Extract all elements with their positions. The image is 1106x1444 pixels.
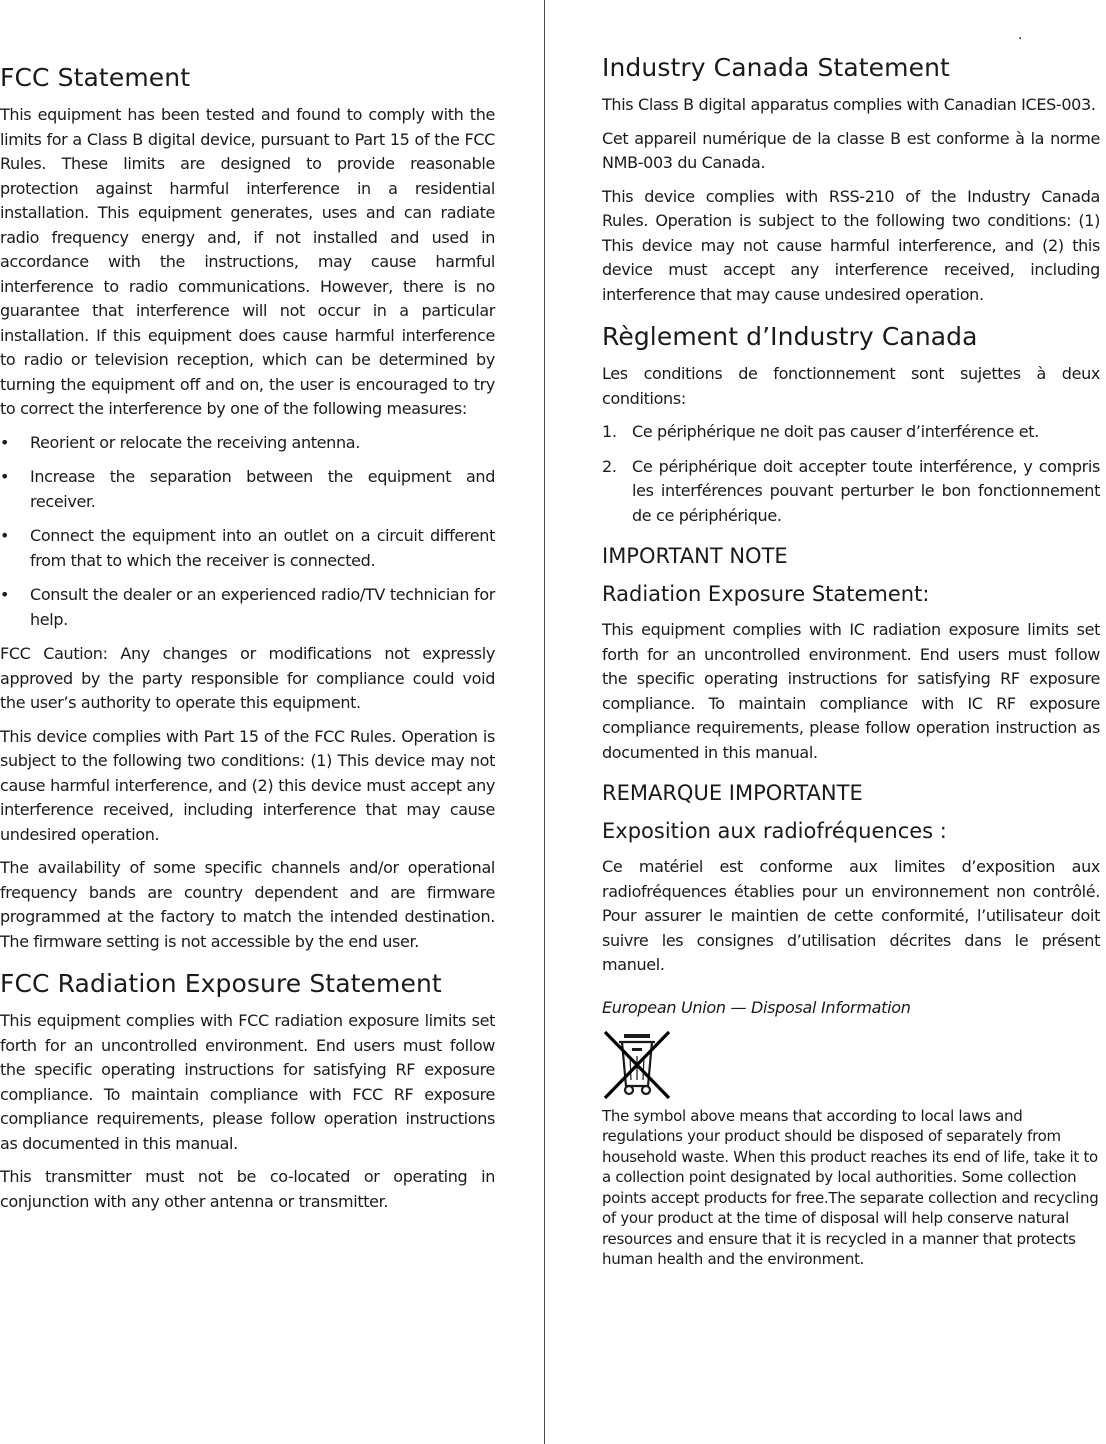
list-item-text: Reorient or relocate the receiving antenna. — [30, 432, 360, 452]
list-item-text: Ce périphérique ne doit pas causer d’interférence et. — [632, 422, 1039, 441]
fcc-caution-paragraph: FCC Caution: Any changes or modifications not expressly approved by the party responsible for compliance could void the user’s authority to operate this equipment. — [0, 644, 495, 712]
fcc-intro-paragraph: This equipment has been tested and found to comply with the limits for a Class B digital device, pursuant to Part 15 of the FCC Rules. These limits are designed to provide reasonable protection against harmful interference in a residential installation. This equipment generates, uses and can radiate radio frequency energy and, if not installed and used in accordance with the instructions, may cause harmful interference to radio communications. However, there is no guarantee that interference will not occur in a particular installation. If this equipment does cause harmful interference to radio or television reception, which can be determined by turning the equipment off and on, the user is encouraged to try to correct the interference by one of the following measures: — [0, 105, 495, 418]
reglement-intro-paragraph: Les conditions de fonctionnement sont sujettes à deux conditions: — [602, 364, 1100, 408]
page-marker-dot: . — [1018, 27, 1023, 43]
list-item — [0, 465, 495, 514]
list-item — [602, 420, 1100, 445]
crossed-bin-icon — [602, 1028, 672, 1100]
list-number: 1. — [602, 422, 617, 441]
exposition-subheading: Exposition aux radiofréquences : — [602, 819, 947, 843]
list-number: 2. — [602, 456, 617, 476]
ic-ices-paragraph: This Class B digital apparatus complies with Canadian ICES-003. — [602, 95, 1096, 114]
exposition-paragraph: Ce matériel est conforme aux limites d’exposition aux radiofréquences établies pour un environnement non contrôlé. Pour assurer le maintien de cette conformité, l’utilisateur doit suivre les consignes d’utilisation décrites dans le présent manuel. — [602, 857, 1100, 974]
remarque-importante-heading: REMARQUE IMPORTANTE — [602, 781, 863, 805]
fcc-measures-list — [0, 431, 495, 633]
reglement-conditions-list — [602, 420, 1100, 528]
fcc-colocation-paragraph: This transmitter must not be co-located or operating in conjunction with any other antenna or transmitter. — [0, 1167, 495, 1211]
industry-canada-heading: Industry Canada Statement — [602, 53, 950, 82]
list-item-text: Connect the equipment into an outlet on a circuit different from that to which the receiver is connected. — [30, 526, 495, 570]
bullet-mark: • — [0, 467, 10, 486]
bullet-mark: • — [0, 585, 10, 604]
fcc-channels-paragraph: The availability of some specific channels and/or operational frequency bands are country dependent and are firmware programmed at the factory to match the intended destination. The firmware setting is not accessible by the end user. — [0, 858, 495, 951]
fcc-radiation-paragraph: This equipment complies with FCC radiation exposure limits set forth for an uncontrolled environment. End users must follow the specific operating instructions for satisfying RF exposure compliance. To maintain compliance with FCC RF exposure compliance requirements, please follow operation instructions as documented in this manual. — [0, 1011, 495, 1153]
eu-disposal-paragraph: The symbol above means that according to local laws and regulations your product should be disposed of separately from household waste. When this product reaches its end of life, take it to a collection point designated by local authorities. Some collection points accept products for free.The separate collection and recycling of your product at the time of disposal will help conserve natural resources and ensure that it is recycled in a manner that protects human health and the environment. — [602, 1106, 1099, 1268]
column-divider — [544, 0, 545, 1444]
right-column — [602, 0, 1100, 1270]
bullet-mark: • — [0, 432, 10, 452]
list-item — [0, 524, 495, 573]
list-item — [0, 583, 495, 632]
list-item-text: Ce périphérique doit accepter toute interférence, y compris les interférences pouvant perturber le bon fonctionnement de ce périphérique. — [632, 456, 1100, 525]
ic-rss-paragraph: This device complies with RSS-210 of the Industry Canada Rules. Operation is subject to the following two conditions: (1) This device may not cause harmful interference, and (2) this device must accept any interference received, including interference that may cause undesired operation. — [602, 186, 1100, 304]
list-item-text: Increase the separation between the equipment and receiver. — [30, 467, 495, 511]
left-column — [0, 0, 495, 1223]
fcc-part15-paragraph: This device complies with Part 15 of the FCC Rules. Operation is subject to the following two conditions: (1) This device may not cause harmful interference, and (2) this device must accept any interference received, including interference that may cause undesired operation. — [0, 726, 495, 844]
important-note-heading: IMPORTANT NOTE — [602, 544, 788, 568]
list-item — [0, 431, 495, 456]
reglement-heading: Règlement d’Industry Canada — [602, 322, 978, 351]
list-item — [602, 455, 1100, 529]
fcc-statement-heading: FCC Statement — [0, 63, 191, 92]
radiation-exposure-subheading: Radiation Exposure Statement: — [602, 582, 930, 606]
ic-radiation-paragraph: This equipment complies with IC radiation exposure limits set forth for an uncontrolled environment. End users must follow the specific operating instructions for satisfying RF exposure compliance. To maintain compliance with IC RF exposure compliance requirements, please follow operation instruction as documented in this manual. — [602, 620, 1100, 762]
fcc-radiation-heading: FCC Radiation Exposure Statement — [0, 969, 442, 998]
ic-nmb-paragraph: Cet appareil numérique de la classe B est conforme à la norme NMB-003 du Canada. — [602, 128, 1100, 172]
bullet-mark: • — [0, 526, 10, 545]
list-item-text: Consult the dealer or an experienced radio/TV technician for help. — [30, 585, 495, 629]
eu-disposal-title: European Union — Disposal Information — [602, 997, 911, 1017]
